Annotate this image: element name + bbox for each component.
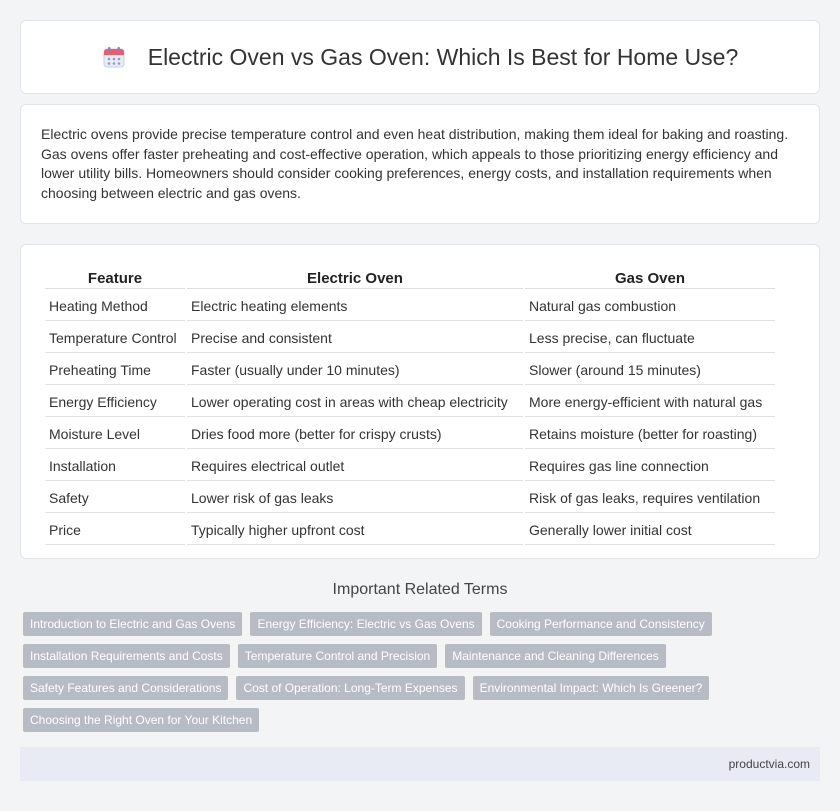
- related-term-tag[interactable]: Choosing the Right Oven for Your Kitchen: [23, 708, 259, 732]
- comparison-table: [43, 265, 777, 547]
- table-cell: Requires electrical outlet: [187, 451, 523, 481]
- table-cell: Temperature Control: [45, 323, 185, 353]
- related-term-tag[interactable]: Environmental Impact: Which Is Greener?: [473, 676, 710, 700]
- column-header-feature: Feature: [45, 267, 185, 289]
- table-header-row: [45, 267, 775, 289]
- table-cell: Preheating Time: [45, 355, 185, 385]
- table-cell: Natural gas combustion: [525, 291, 775, 321]
- table-cell: Price: [45, 515, 185, 545]
- table-cell: Retains moisture (better for roasting): [525, 419, 775, 449]
- calendar-icon: [102, 45, 126, 69]
- table-cell: Slower (around 15 minutes): [525, 355, 775, 385]
- table-cell: Dries food more (better for crispy crusts): [187, 419, 523, 449]
- table-cell: Installation: [45, 451, 185, 481]
- table-cell: Heating Method: [45, 291, 185, 321]
- table-cell: Electric heating elements: [187, 291, 523, 321]
- table-cell: Less precise, can fluctuate: [525, 323, 775, 353]
- related-term-tag[interactable]: Safety Features and Considerations: [23, 676, 228, 700]
- related-terms-heading: Important Related Terms: [332, 581, 508, 598]
- related-term-tag[interactable]: Temperature Control and Precision: [238, 644, 437, 668]
- footer-site-link[interactable]: productvia.com: [728, 757, 810, 771]
- table-cell: Safety: [45, 483, 185, 513]
- table-cell: Typically higher upfront cost: [187, 515, 523, 545]
- table-row: [45, 323, 775, 353]
- intro-text: Electric ovens provide precise temperature control and even heat distribution, making them ideal for baking and roasting. Gas ovens offer faster preheating and cost-effective operation, which appeals to those prioritizing energy efficiency and lower utility bills. Homeowners should consider cooking preferences, energy costs, and installation requirements when choosing between electric and gas ovens.: [41, 126, 789, 201]
- table-row: [45, 291, 775, 321]
- table-cell: Generally lower initial cost: [525, 515, 775, 545]
- table-row: [45, 515, 775, 545]
- table-row: [45, 355, 775, 385]
- table-cell: More energy-efficient with natural gas: [525, 387, 775, 417]
- table-cell: Lower operating cost in areas with cheap electricity: [187, 387, 523, 417]
- title-card: [20, 20, 820, 94]
- table-row: [45, 483, 775, 513]
- related-terms-list: [23, 612, 823, 740]
- table-cell: Requires gas line connection: [525, 451, 775, 481]
- related-term-tag[interactable]: Introduction to Electric and Gas Ovens: [23, 612, 242, 636]
- footer: [20, 747, 820, 781]
- intro-card: [20, 104, 820, 224]
- comparison-table-card: [20, 244, 820, 559]
- page-title: Electric Oven vs Gas Oven: Which Is Best for Home Use?: [147, 43, 739, 70]
- table-cell: Lower risk of gas leaks: [187, 483, 523, 513]
- table-cell: Moisture Level: [45, 419, 185, 449]
- table-cell: Risk of gas leaks, requires ventilation: [525, 483, 775, 513]
- table-cell: Precise and consistent: [187, 323, 523, 353]
- table-cell: Energy Efficiency: [45, 387, 185, 417]
- table-cell: Faster (usually under 10 minutes): [187, 355, 523, 385]
- related-term-tag[interactable]: Energy Efficiency: Electric vs Gas Ovens: [250, 612, 481, 636]
- column-header-electric: Electric Oven: [187, 267, 523, 289]
- table-row: [45, 387, 775, 417]
- table-row: [45, 451, 775, 481]
- related-term-tag[interactable]: Cost of Operation: Long-Term Expenses: [236, 676, 464, 700]
- related-term-tag[interactable]: Maintenance and Cleaning Differences: [445, 644, 666, 668]
- table-row: [45, 419, 775, 449]
- column-header-gas: Gas Oven: [525, 267, 775, 289]
- related-term-tag[interactable]: Cooking Performance and Consistency: [490, 612, 712, 636]
- related-term-tag[interactable]: Installation Requirements and Costs: [23, 644, 230, 668]
